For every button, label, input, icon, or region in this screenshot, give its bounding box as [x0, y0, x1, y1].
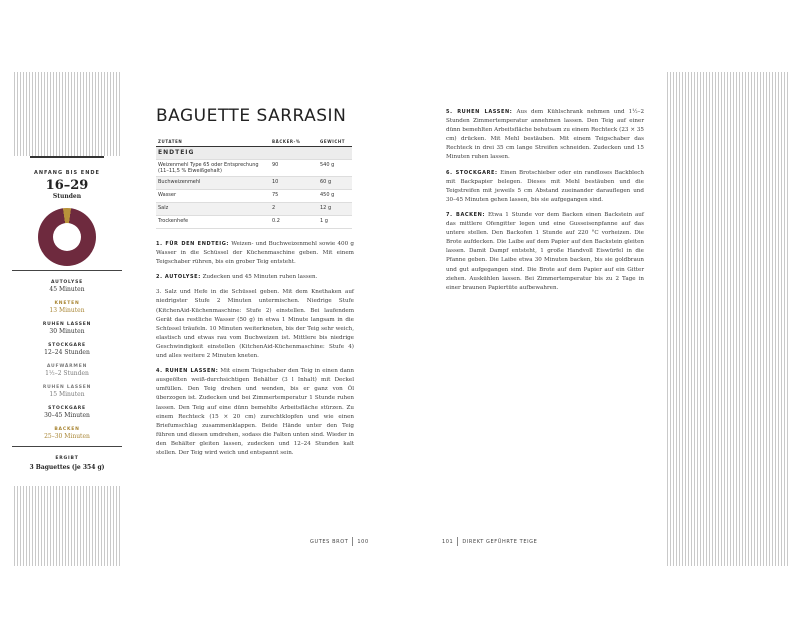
- phase-label: AUTOLYSE: [50, 280, 84, 285]
- decorative-stripes: [12, 72, 122, 156]
- phase-label: RUHEN LASSEN: [42, 322, 92, 327]
- step-paragraph: [156, 240, 354, 267]
- baker-percent: 2: [270, 203, 318, 216]
- phase-duration: 30–45 Minuten: [44, 412, 90, 419]
- page-number: 100: [357, 539, 369, 545]
- table-row: [156, 216, 352, 229]
- phase-duration: 12–24 Stunden: [44, 349, 90, 356]
- step-paragraph: [156, 288, 354, 361]
- phase-duration: 45 Minuten: [49, 286, 85, 293]
- step-paragraph: [446, 169, 644, 205]
- table-row: [156, 190, 352, 203]
- divider: [12, 270, 122, 271]
- phase-duration: 15 Minuten: [49, 391, 85, 398]
- phase-item: [12, 364, 122, 377]
- step-text: Zudecken und 45 Minuten ruhen lassen.: [200, 274, 318, 281]
- decorative-stripes: [665, 72, 790, 566]
- phase-duration: 13 Minuten: [49, 307, 85, 314]
- table-row: [156, 160, 352, 177]
- phase-label: STOCKGARE: [48, 343, 86, 348]
- step-paragraph: [446, 211, 644, 293]
- divider: [457, 537, 458, 546]
- weight: 450 g: [318, 190, 352, 203]
- baker-percent: 75: [270, 190, 318, 203]
- step-paragraph: [446, 108, 644, 163]
- step-paragraph: [156, 367, 354, 458]
- phase-duration: 25–30 Minuten: [44, 433, 90, 440]
- table-row: [156, 177, 352, 190]
- phase-label: STOCKGARE: [48, 406, 86, 411]
- phase-label: RUHEN LASSEN: [42, 385, 92, 390]
- baker-percent: 0.2: [270, 216, 318, 229]
- phase-label: BACKEN: [54, 427, 80, 432]
- ingredient-name: Trockenhefe: [156, 216, 270, 229]
- instructions-column-left: [156, 240, 354, 464]
- step-heading: 7. BACKEN:: [446, 211, 486, 218]
- ingredient-name: Wasser: [156, 190, 270, 203]
- baker-percent: 90: [270, 160, 318, 177]
- step-text: Mit einem Teigschaber den Teig in einen dann ausgeölten weiß-durchsichtigen Behälter (3 l Inhalt) mit Deckel umfüllen. Den Teig drehen und wenden, bis er ganz von Öl überzogen ist. Zudecken und bei Zimmertemperatur 1 Stunde ruhen lassen. Den Teig auf eine dünn bemehlte Arbeitsfläche stürzen. Zu einem Rechteck (15 × 20 cm) zurechtklopfen und wie einen Briefumschlag zusammenklappen. Beide Hände unter den Teig führen und diesen umdrehen, sodass die Falten unten sind. Wieder in den Behälter gleiten lassen, zudecken und 12–24 Stunden kalt stellen. Der Teig wird weich und entspannt sein.: [156, 368, 354, 456]
- step-text: Weizen- und Buchweizenmehl sowie 400 g Wasser in die Schüssel der Küchenmaschine geben. Mit einem Teigschaber rühren, bis ein grober Teig entsteht.: [156, 241, 354, 266]
- phase-item: [12, 385, 122, 398]
- page-number: 101: [442, 539, 454, 545]
- divider: [30, 156, 104, 158]
- phase-item: [12, 301, 122, 314]
- phase-item: [12, 280, 122, 293]
- divider: [12, 446, 122, 447]
- step-heading: 6. STOCKGARE:: [446, 169, 498, 176]
- book-title: GUTES BROT: [310, 539, 349, 545]
- phase-item: [12, 343, 122, 356]
- yield-value: 3 Baguettes (je 354 g): [29, 464, 105, 471]
- step-text: Aus dem Kühlschrank nehmen und 1½–2 Stunden Zimmertemperatur annehmen lassen. Den Teig auf einer dünn bemehlten Arbeitsfläche behutsam zu einem Rechteck (23 × 35 cm) drücken. Mit Mehl bestäuben. Mit einem Teigschaber das Rechteck in drei 35 cm lange Streifen schneiden. Zudecken und 15 Minuten ruhen lassen.: [446, 109, 644, 161]
- phase-label: KNETEN: [54, 301, 80, 306]
- step-text: Einen Brotschieber oder ein randloses Backblech mit Backpapier belegen. Dieses mit Mehl bestäuben und die Teigstreifen mit jeweils 5 cm Abstand zueinander darauflegen und 30–45 Minuten gehen lassen, bis sie aufgegangen sind.: [446, 169, 644, 203]
- baker-percent: 10: [270, 177, 318, 190]
- weight: 12 g: [318, 203, 352, 216]
- weight: 60 g: [318, 177, 352, 190]
- table-row: [156, 203, 352, 216]
- step-text: 3. Salz und Hefe in die Schüssel geben. Mit dem Knethaken auf niedrigster Stufe 2 Minuten untermischen. Niedrige Stufe (KitchenAid-Küchenmaschine: Stufe 2) einstellen. Bei laufendem Gerät das restliche Wasser (50 g) in etwa 1 Minute langsam in die Schüssel träufeln. 10 Minuten weiterkneten, bis der Teig sehr weich, elastisch und etwas rau vom Buchweizen ist. Mittlere bis niedrige Geschwindigkeit einstellen (KitchenAid-Küchenmaschine: Stufe 4) und alles weitere 2 Minuten kneten.: [156, 289, 354, 360]
- total-time-unit: Stunden: [52, 193, 82, 200]
- footer-left: [310, 537, 369, 546]
- phase-item: [12, 427, 122, 440]
- total-time-label: ANFANG BIS ENDE: [34, 170, 100, 176]
- time-sidebar: [12, 156, 122, 486]
- ingredient-name: Weizenmehl Type 65 oder Entsprechung (11–11,5 % Eiweißgehalt): [156, 160, 270, 177]
- ingredient-name: Salz: [156, 203, 270, 216]
- footer-right: [442, 537, 537, 546]
- phase-label: AUFWÄRMEN: [46, 364, 88, 369]
- phase-duration: 30 Minuten: [49, 328, 85, 335]
- ingredients-table: [156, 138, 352, 229]
- table-section: ENDTEIG: [156, 147, 352, 160]
- chapter-title: DIREKT GEFÜHRTE TEIGE: [462, 539, 538, 545]
- weight: 1 g: [318, 216, 352, 229]
- yield-label: ERGIBT: [55, 456, 79, 461]
- phase-item: [12, 406, 122, 419]
- phase-item: [12, 322, 122, 335]
- phase-duration: 1½–2 Stunden: [45, 370, 89, 377]
- column-header: ZUTATEN: [156, 138, 270, 147]
- column-header: BÄCKER-%: [270, 138, 318, 147]
- step-text: Etwa 1 Stunde vor dem Backen einen Backstein auf das mittlere Ofengitter legen und eine Gusseisenpfanne auf das untere stellen. Den Backofen 1 Stunde auf 220 °C vorheizen. Die Brote aufdecken. Die Laibe auf dem Papier auf den Backstein gleiten lassen. Damit Dampf entsteht, 1 große Handvoll Eiswürfel in die Pfanne geben. Die Laibe etwa 30 Minuten backen, bis sie goldbraun und gut aufgegangen sind. Die Brote auf dem Papier auf ein Gitter ziehen. Auskühlen lassen. Bei Zimmertemperatur bis zu 2 Tage in einer braunen Papiertüte aufbewahren.: [446, 211, 644, 291]
- step-heading: 1. FÜR DEN ENDTEIG:: [156, 241, 230, 247]
- step-heading: 4. RUHEN LASSEN:: [156, 368, 219, 375]
- step-heading: 2. AUTOLYSE:: [156, 274, 201, 281]
- weight: 540 g: [318, 160, 352, 177]
- recipe-title: BAGUETTE SARRASIN: [156, 106, 347, 126]
- instructions-column-right: [446, 108, 644, 299]
- step-heading: 5. RUHEN LASSEN:: [446, 109, 513, 115]
- ingredient-name: Buchweizenmehl: [156, 177, 270, 190]
- decorative-stripes: [12, 486, 122, 566]
- divider: [352, 537, 353, 546]
- step-paragraph: [156, 273, 354, 282]
- total-time-value: 16–29: [45, 178, 89, 193]
- column-header: GEWICHT: [318, 138, 352, 147]
- time-donut-chart: [38, 208, 96, 266]
